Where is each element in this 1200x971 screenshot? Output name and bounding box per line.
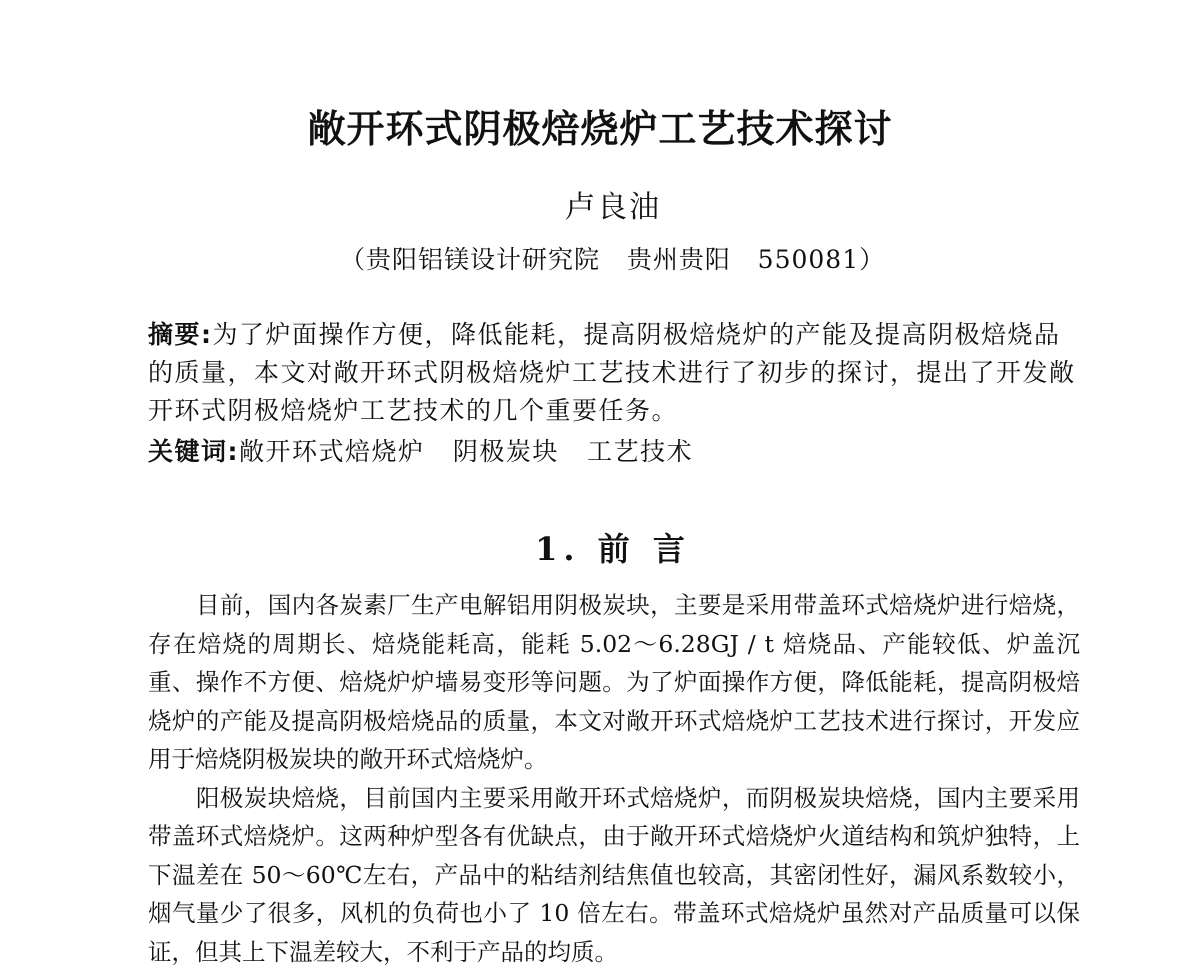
body-text (148, 586, 1080, 971)
keywords (148, 432, 693, 468)
keywords-label: 关键词: (148, 437, 239, 466)
author-affiliation: （贵阳铝镁设计研究院 贵州贵阳 550081） (340, 240, 885, 276)
keywords-text: 敞开环式焙烧炉 阴极炭块 工艺技术 (239, 437, 693, 466)
paper-title: 敞开环式阴极焙烧炉工艺技术探讨 (0, 98, 1200, 153)
section-heading-introduction: 1. 前 言 (0, 524, 1200, 570)
abstract (148, 316, 1083, 430)
body-paragraph: 阳极炭块焙烧，目前国内主要采用敞开环式焙烧炉，而阴极炭块焙烧，国内主要采用带盖环式焙烧炉。这两种炉型各有优缺点，由于敞开环式焙烧炉火道结构和筑炉独特，上下温差在 50～60℃左右，产品中的粘结剂结焦值也较高，其密闭性好，漏风系数较小，烟气量少了很多，风机的负荷也小了 10 倍左右。带盖环式焙烧炉虽然对产品质量可以保证，但其上下温差较大，不利于产品的均质。 (148, 779, 1080, 971)
body-paragraph: 目前，国内各炭素厂生产电解铝用阴极炭块，主要是采用带盖环式焙烧炉进行焙烧，存在焙烧的周期长、焙烧能耗高，能耗 5.02～6.28GJ / t 焙烧品、产能较低、炉盖沉重、操作不方便、焙烧炉炉墙易变形等问题。为了炉面操作方便，降低能耗，提高阴极焙烧炉的产能及提高阴极焙烧品的质量，本文对敞开环式焙烧炉工艺技术进行探讨，开发应用于焙烧阴极炭块的敞开环式焙烧炉。 (148, 586, 1080, 779)
abstract-text: 为了炉面操作方便，降低能耗，提高阴极焙烧炉的产能及提高阴极焙烧品的质量，本文对敞开环式阴极焙烧炉工艺技术进行了初步的探讨，提出了开发敞开环式阴极焙烧炉工艺技术的几个重要任务。 (148, 320, 1076, 425)
abstract-label: 摘要: (148, 320, 213, 349)
author-name: 卢良油 (0, 182, 1200, 226)
